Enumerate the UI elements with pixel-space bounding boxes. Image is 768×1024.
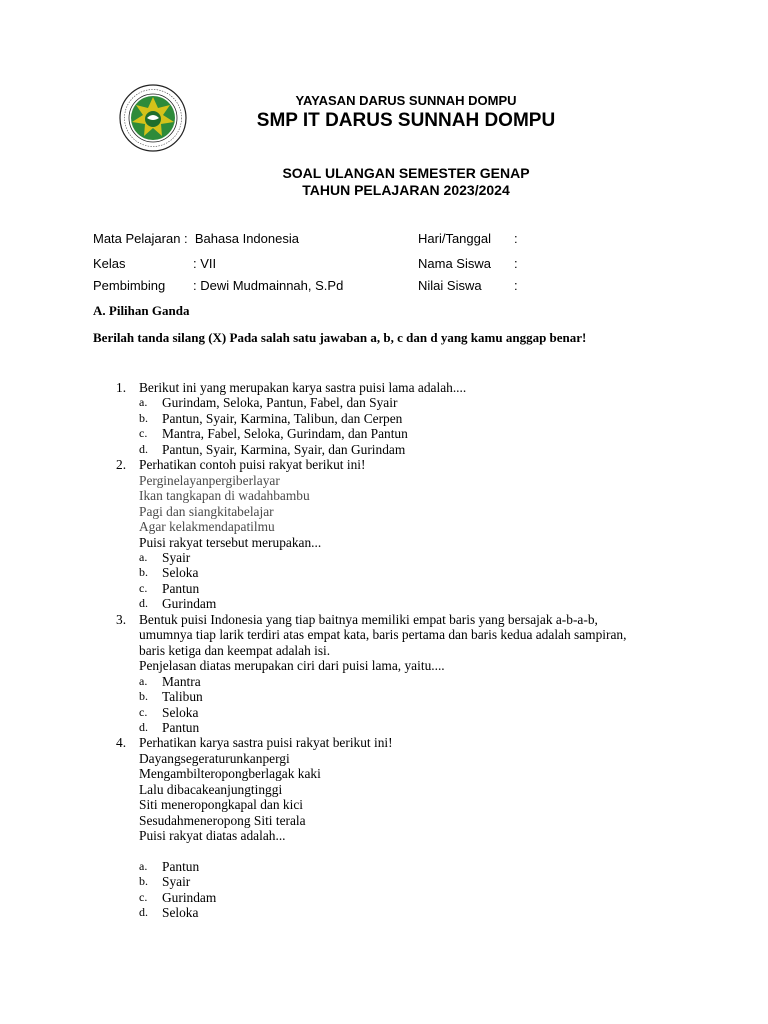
poem-line: Dayangsegeraturunkanpergi [139,750,290,766]
option-letter: d. [139,719,148,734]
poem-line: Agar kelakmendapatilmu [139,519,275,535]
option-text: Mantra [162,673,201,689]
option-a[interactable] [139,859,768,874]
option-letter: a. [139,859,148,874]
poem-line: Lalu dibacakeanjungtinggi [139,781,283,797]
option-text: Pantun, Syair, Karmina, Syair, dan Gurindam [162,441,406,457]
date-label: Hari/Tanggal [418,231,491,246]
option-letter: b. [139,565,148,580]
question-list [0,380,768,921]
option-text: Pantun [162,859,200,875]
option-b[interactable] [139,565,768,580]
option-d[interactable] [139,905,768,920]
option-letter: c. [139,704,148,719]
option-letter: a. [139,395,148,410]
option-text: Mantra, Fabel, Seloka, Gurindam, dan Pantun [162,426,408,442]
question-number: 2. [116,457,127,473]
option-b[interactable] [139,874,768,889]
option-d[interactable] [139,442,768,457]
option-letter: d. [139,596,148,611]
option-letter: b. [139,689,148,704]
mentor-label: Pembimbing [93,278,166,293]
option-text: Syair [162,549,191,565]
section-title: A. Pilihan Ganda [93,303,190,318]
poem-line: Mengambilteropongberlagak kaki [139,766,321,782]
question-text: Perhatikan contoh puisi rakyat berikut ini! [139,457,366,473]
school-name: SMP IT DARUS SUNNAH DOMPU [256,110,556,131]
exam-year: TAHUN PELAJARAN 2023/2024 [302,182,510,198]
option-letter: d. [139,905,148,920]
question-number: 4. [116,735,127,751]
date-colon: : [514,231,518,246]
option-d[interactable] [139,596,768,611]
option-letter: d. [139,441,148,456]
poem-line: Sesudahmeneropong Siti terala [139,812,306,828]
option-text: Gurindam, Seloka, Pantun, Fabel, dan Syair [162,395,398,411]
option-c[interactable] [139,581,768,596]
option-letter: a. [139,673,148,688]
question-text: Penjelasan diatas merupakan ciri dari puisi lama, yaitu.... [139,658,445,674]
option-text: Pantun [162,719,200,735]
question-number: 1. [116,380,127,395]
name-label: Nama Siswa [418,256,491,271]
question-prompt: Puisi rakyat diatas adalah... [139,828,286,844]
option-c[interactable] [139,890,768,905]
option-a[interactable] [139,395,768,410]
option-text: Pantun [162,580,200,596]
spacer [139,844,768,859]
option-d[interactable] [139,720,768,735]
poem-line: Ikan tangkapan di wadahbambu [139,488,310,504]
name-colon: : [514,256,518,271]
poem-line: Pagi dan siangkitabelajar [139,503,274,519]
class-label: Kelas [93,256,126,271]
poem-line: Perginelayanpergiberlayar [139,472,280,488]
question-text: Berikut ini yang merupakan karya sastra puisi lama adalah.... [139,380,467,395]
option-c[interactable] [139,705,768,720]
option-text: Seloka [162,565,199,581]
question-prompt: Puisi rakyat tersebut merupakan... [139,534,322,550]
option-text: Talibun [162,689,203,705]
option-letter: b. [139,874,148,889]
option-text: Gurindam [162,889,217,905]
mentor-value: : Dewi Mudmainnah, S.Pd [193,278,344,293]
option-text: Gurindam [162,596,217,612]
question-number: 3. [116,611,127,627]
option-letter: a. [139,549,148,564]
score-label: Nilai Siswa [418,278,482,293]
option-b[interactable] [139,689,768,704]
score-colon: : [514,278,518,293]
exam-title: SOAL ULANGAN SEMESTER GENAP [282,165,530,181]
option-a[interactable] [139,550,768,565]
instruction-text: Berilah tanda silang (X) Pada salah satu jawaban a, b, c dan d yang kamu anggap benar! [93,330,587,345]
option-text: Seloka [162,905,199,921]
question-1 [0,380,768,457]
option-b[interactable] [139,411,768,426]
question-3 [0,612,768,736]
option-text: Seloka [162,704,199,720]
option-letter: c. [139,580,148,595]
question-text: baris ketiga dan keempat adalah isi. [139,642,331,658]
foundation-name: YAYASAN DARUS SUNNAH DOMPU [295,93,517,108]
poem-line: Siti meneropongkapal dan kici [139,797,303,813]
class-value: : VII [193,256,217,271]
option-c[interactable] [139,426,768,441]
question-text: umumnya tiap larik terdiri atas empat kata, baris pertama dan baris kedua adalah sampiran, [139,627,627,643]
subject-field: Mata Pelajaran : Bahasa Indonesia [93,231,299,246]
option-text: Syair [162,874,191,890]
option-a[interactable] [139,674,768,689]
question-4 [0,735,768,920]
question-2 [0,457,768,612]
option-text: Pantun, Syair, Karmina, Talibun, dan Cerpen [162,410,403,426]
question-text: Bentuk puisi Indonesia yang tiap baitnya memiliki empat baris yang bersajak a-b-a-b, [139,611,598,627]
option-letter: b. [139,410,148,425]
option-letter: c. [139,426,148,441]
question-text: Perhatikan karya sastra puisi rakyat berikut ini! [139,735,393,751]
option-letter: c. [139,889,148,904]
